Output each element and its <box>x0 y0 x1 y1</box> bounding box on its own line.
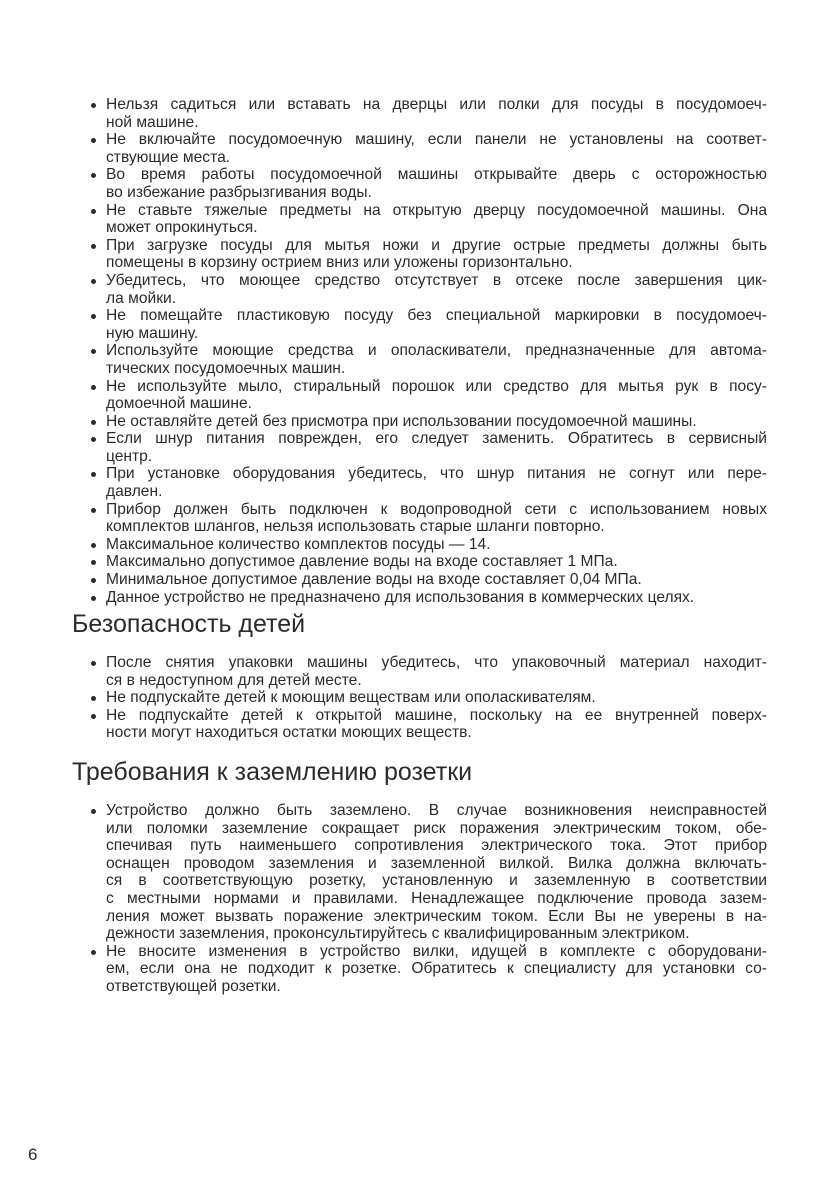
list-item-line: Максимально допустимое давление воды на входе составляет 1 МПа. <box>106 553 618 571</box>
list-item <box>106 589 767 607</box>
list-item-line: Нельзя садиться или вставать на дверцы или полки для посуды в посудомоеч- <box>106 96 767 113</box>
list-item <box>106 342 767 377</box>
list-item-line: ла мойки. <box>106 289 177 307</box>
list-item-line: во избежание разбрызгивания воды. <box>106 183 372 201</box>
list-item-line: с местными нормами и правилами. Ненадлежащее подключение провода зазем- <box>106 889 767 907</box>
list-item <box>106 571 767 589</box>
list-item-line: При установке оборудования убедитесь, что шнур питания не согнут или пере- <box>106 465 767 483</box>
list-item <box>106 272 767 307</box>
list-item <box>106 501 767 536</box>
list-item-line: Минимальное допустимое давление воды на входе составляет 0,04 МПа. <box>106 571 642 589</box>
list-item-line: ся в недоступном для детей месте. <box>106 671 362 689</box>
list-item-line: После снятия упаковки машины убедитесь, что упаковочный материал находит- <box>106 654 767 671</box>
list-item-line: ем, если она не подходит к розетке. Обратитесь к специалисту для установки со- <box>106 960 767 978</box>
list-item-line: давлен. <box>106 483 163 501</box>
list-item-line: ления может вызвать поражение электрическим током. Если Вы не уверены в на- <box>106 907 767 925</box>
list-item-line: Используйте моющие средства и ополаскиватели, предназначенные для автома- <box>106 342 767 360</box>
list-item <box>106 553 767 571</box>
list-item-line: дежности заземления, проконсультируйтесь с квалифицированным электриком. <box>106 925 690 943</box>
list-item-line: Максимальное количество комплектов посуды — 14. <box>106 535 491 553</box>
list-item <box>106 307 767 342</box>
child-safety-list <box>106 654 767 742</box>
list-item-line: Устройство должно быть заземлено. В случае возникновения неисправностей <box>106 802 767 819</box>
list-item-line: Данное устройство не предназначено для использования в коммерческих целях. <box>106 588 695 606</box>
list-item <box>106 202 767 237</box>
list-item-line: Прибор должен быть подключен к водопроводной сети с использованием новых <box>106 500 767 518</box>
list-item <box>106 237 767 272</box>
list-item-line: Не оставляйте детей без присмотра при использовании посудомоечной машины. <box>106 412 697 430</box>
list-item <box>106 943 767 996</box>
list-item-line: ответствующей розетки. <box>106 977 281 995</box>
list-item-line: ствующие места. <box>106 148 231 166</box>
list-item <box>106 413 767 431</box>
list-item-line: Во время работы посудомоечной машины открывайте дверь с осторожностью <box>106 166 767 184</box>
list-item <box>106 166 767 201</box>
list-item-line: Не подпускайте детей к моющим веществам или ополаскивателям. <box>106 689 596 707</box>
grounding-list <box>106 802 767 996</box>
list-item <box>106 465 767 500</box>
list-item-line: Не ставьте тяжелые предметы на открытую дверцу посудомоечной машины. Она <box>106 201 767 219</box>
list-item <box>106 96 767 131</box>
list-item <box>106 689 767 707</box>
list-item <box>106 654 767 689</box>
list-item-line: Не помещайте пластиковую посуду без специальной маркировки в посудомоеч- <box>106 307 767 325</box>
list-item <box>106 802 767 943</box>
list-item-line: Не подпускайте детей к открытой машине, поскольку на ее внутренней поверх- <box>106 706 767 724</box>
list-item-line: Если шнур питания поврежден, его следует заменить. Обратитесь в сервисный <box>106 430 767 448</box>
list-item <box>106 430 767 465</box>
list-item-line: Не используйте мыло, стиральный порошок или средство для мытья рук в посу- <box>106 377 767 395</box>
list-item <box>106 378 767 413</box>
list-item-line: ную машину. <box>106 324 199 342</box>
list-item <box>106 707 767 742</box>
list-item-line: ной машине. <box>106 113 199 131</box>
list-item-line: может опрокинуться. <box>106 219 258 237</box>
section-heading-grounding: Требования к заземлению розетки <box>72 758 473 786</box>
list-item <box>106 536 767 554</box>
list-item-line: При загрузке посуды для мытья ножи и другие острые предметы должны быть <box>106 236 767 254</box>
list-item-line: Убедитесь, что моющее средство отсутствует в отсеке после завершения цик- <box>106 271 767 289</box>
list-item-line: Не вносите изменения в устройство вилки, идущей в комплекте с оборудовани- <box>106 942 767 960</box>
list-item-line: ся в соответствующую розетку, установленную и заземленную в соответствии <box>106 872 767 890</box>
list-item-line: спечивая путь наименьшего сопротивления электрического тока. Этот прибор <box>106 837 767 855</box>
safety-list <box>106 96 767 606</box>
list-item-line: помещены в корзину острием вниз или уложены горизонтально. <box>106 254 573 272</box>
list-item-line: ности могут находиться остатки моющих веществ. <box>106 724 472 742</box>
list-item <box>106 131 767 166</box>
list-item-line: Не включайте посудомоечную машину, если панели не установлены на соответ- <box>106 131 767 149</box>
list-item-line: домоечной машине. <box>106 395 253 413</box>
list-item-line: оснащен проводом заземления и заземленной вилкой. Вилка должна включать- <box>106 854 767 872</box>
page-number: 6 <box>28 1145 38 1164</box>
section-heading-child-safety: Безопасность детей <box>72 610 306 638</box>
list-item-line: тических посудомоечных машин. <box>106 359 346 377</box>
list-item-line: центр. <box>106 447 153 465</box>
list-item-line: или поломки заземление сокращает риск поражения электрическим током, обе- <box>106 819 767 837</box>
list-item-line: комплектов шлангов, нельзя использовать старые шланги повторно. <box>106 518 605 536</box>
